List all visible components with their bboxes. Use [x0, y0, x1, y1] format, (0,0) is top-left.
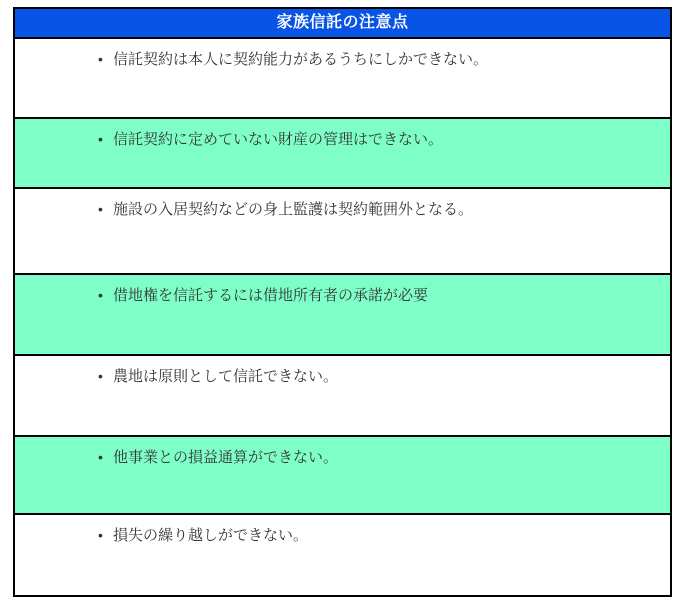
notes-table-body [15, 39, 670, 595]
table-row [15, 189, 670, 275]
bullet-icon: • [98, 51, 103, 67]
row-text: 借地権を信託するには借地所有者の承諾が必要 [113, 287, 429, 304]
row-text: 損失の繰り越しができない。 [113, 527, 309, 544]
table-row [15, 515, 670, 595]
row-text: 信託契約に定めていない財産の管理はできない。 [113, 131, 444, 148]
bullet-icon: • [98, 287, 103, 303]
row-text: 信託契約は本人に契約能力があるうちにしかできない。 [113, 51, 489, 68]
bullet-icon: • [98, 449, 103, 465]
bullet-icon: • [98, 527, 103, 543]
table-row [15, 275, 670, 356]
table-row [15, 39, 670, 119]
table-title: 家族信託の注意点 [15, 9, 670, 39]
row-text: 農地は原則として信託できない。 [113, 368, 339, 385]
table-row [15, 437, 670, 515]
bullet-icon: • [98, 201, 103, 217]
row-text: 他事業との損益通算ができない。 [113, 449, 339, 466]
row-text: 施設の入居契約などの身上監護は契約範囲外となる。 [113, 201, 474, 218]
bullet-icon: • [98, 131, 103, 147]
family-trust-notes-table [13, 7, 672, 597]
table-row [15, 119, 670, 189]
table-row [15, 356, 670, 437]
bullet-icon: • [98, 368, 103, 384]
